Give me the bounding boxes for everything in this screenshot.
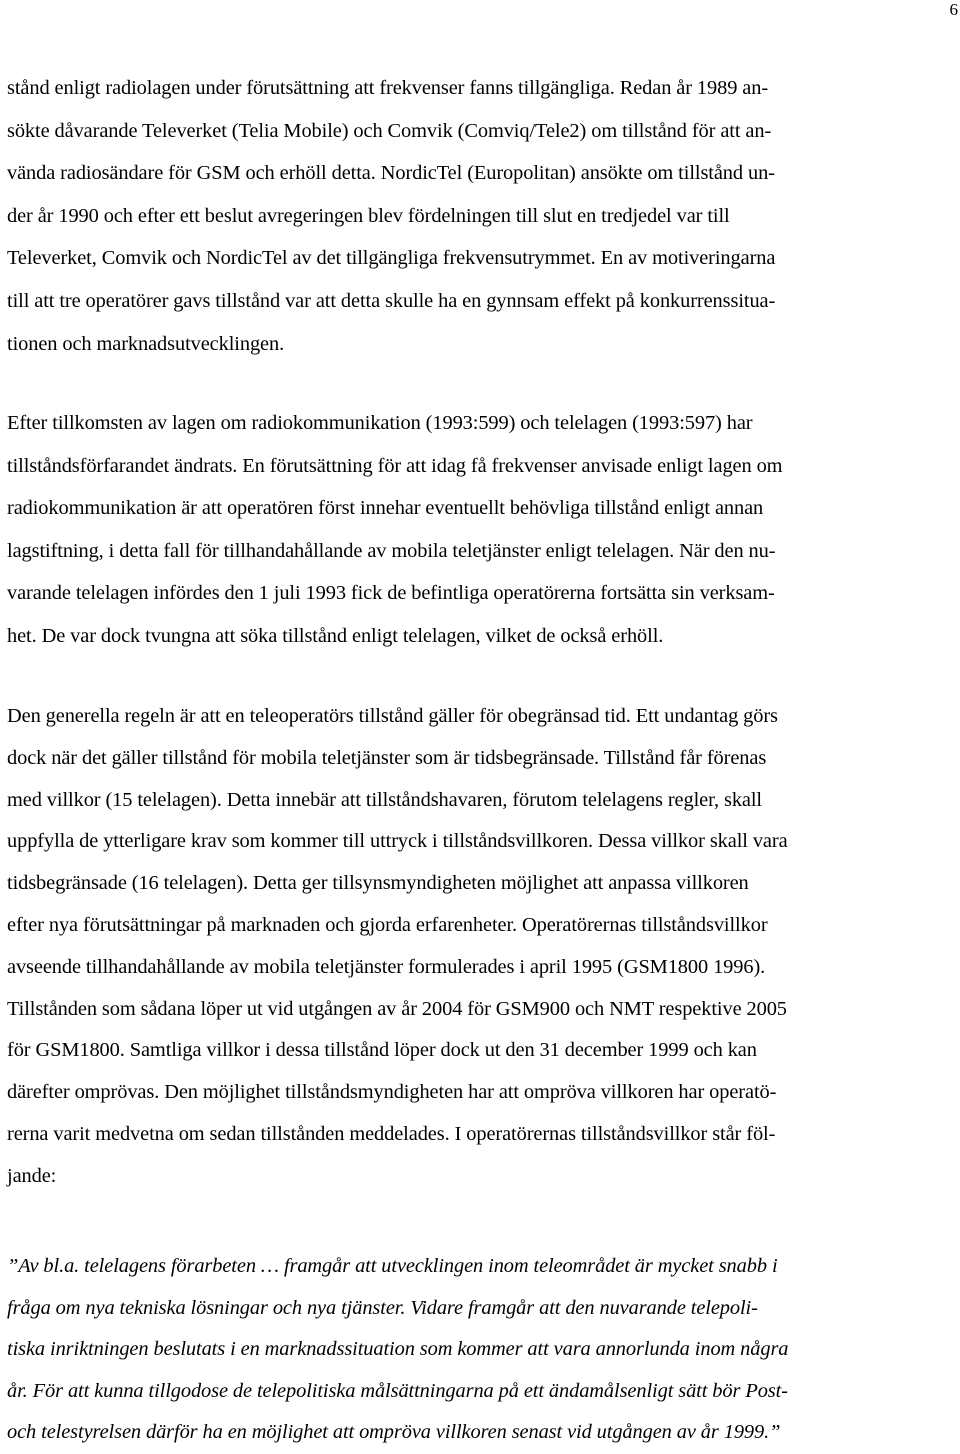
paragraph-line: Tillstånden som sådana löper ut vid utgången av år 2004 för GSM900 och NMT respektive 2005 [7, 997, 787, 1020]
paragraph-line: Den generella regeln är att en teleoperatörs tillstånd gäller för obegränsad tid. Ett undantag görs [7, 705, 778, 727]
paragraph-licensing-procedure [7, 402, 957, 658]
paragraph-line: tidsbegränsade (16 telelagen). Detta ger tillsynsmyndigheten möjlighet att anpassa villkoren [7, 872, 749, 895]
paragraph-line: efter nya förutsättningar på marknaden och gjorda erfarenheter. Operatörernas tillståndsvillkor [7, 913, 768, 936]
quote-line: ”Av bl.a. telelagens förarbeten … framgår att utvecklingen inom teleområdet är mycket snabb i [7, 1255, 778, 1277]
paragraph-frequency-allocation [7, 67, 957, 365]
paragraph-line: jande: [7, 1164, 57, 1187]
paragraph-line: varande telelagen infördes den 1 juli 1993 fick de befintliga operatörerna fortsätta sin verksam- [7, 582, 775, 605]
quote-line: fråga om nya tekniska lösningar och nya tjänster. Vidare framgår att den nuvarande telepoli- [7, 1296, 758, 1319]
paragraph-license-conditions [7, 696, 957, 1198]
paragraph-line: för GSM1800. Samtliga villkor i dessa tillstånd löper dock ut den 31 december 1999 och kan [7, 1039, 757, 1062]
paragraph-line: tillståndsförfarandet ändrats. En förutsättning för att idag få frekvenser anvisade enligt lagen om [7, 454, 783, 477]
quoted-license-terms [7, 1246, 957, 1454]
paragraph-line: avseende tillhandahållande av mobila teletjänster formulerades i april 1995 (GSM1800 1996). [7, 955, 766, 978]
paragraph-line: radiokommunikation är att operatören först innehar eventuellt behövliga tillstånd enligt annan [7, 497, 764, 520]
paragraph-line: der år 1990 och efter ett beslut avregeringen blev fördelningen till slut en tredjedel var till [7, 204, 730, 227]
paragraph-line: Televerket, Comvik och NordicTel av det tillgängliga frekvensutrymmet. En av motiveringarna [7, 247, 776, 270]
paragraph-line: dock när det gäller tillstånd för mobila teletjänster som är tidsbegränsade. Tillstånd får förenas [7, 746, 767, 769]
paragraph-line: het. De var dock tvungna att söka tillstånd enligt telelagen, vilket de också erhöll. [7, 624, 664, 647]
paragraph-line: Efter tillkomsten av lagen om radiokommunikation (1993:599) och telelagen (1993:597) har [7, 412, 753, 434]
paragraph-line: till att tre operatörer gavs tillstånd var att detta skulle ha en gynnsam effekt på konkurrenssitua- [7, 289, 776, 312]
paragraph-line: därefter omprövas. Den möjlighet tillståndsmyndigheten har att ompröva villkoren har operatö- [7, 1081, 777, 1104]
paragraph-line: tionen och marknadsutvecklingen. [7, 332, 285, 355]
paragraph-line: uppfylla de ytterligare krav som kommer till uttryck i tillståndsvillkoren. Dessa villkor skall vara [7, 830, 788, 853]
paragraph-line: vända radiosändare för GSM och erhöll detta. NordicTel (Europolitan) ansökte om tillstånd un- [7, 162, 775, 185]
page-number: 6 [949, 0, 958, 19]
paragraph-line: stånd enligt radiolagen under förutsättning att frekvenser fanns tillgängliga. Redan år 1989 an- [7, 77, 769, 99]
paragraph-line: lagstiftning, i detta fall för tillhandahållande av mobila teletjänster enligt telelagen. När den nu- [7, 539, 776, 562]
quote-line: år. För att kunna tillgodose de telepolitiska målsättningarna på ett ändamålsenligt sätt bör Post- [7, 1379, 788, 1402]
quote-line: och telestyrelsen därför ha en möjlighet att ompröva villkoren senast vid utgången av år 1999.” [7, 1421, 781, 1444]
paragraph-line: rerna varit medvetna om sedan tillstånden meddelades. I operatörernas tillståndsvillkor står föl- [7, 1122, 776, 1145]
paragraph-line: med villkor (15 telelagen). Detta innebär att tillståndshavaren, förutom telelagens regler, skall [7, 788, 762, 811]
quote-line: tiska inriktningen beslutats i en marknadssituation som kommer att vara annorlunda inom några [7, 1338, 789, 1361]
paragraph-line: sökte dåvarande Televerket (Telia Mobile) och Comvik (Comviq/Tele2) om tillstånd för att an- [7, 119, 772, 142]
